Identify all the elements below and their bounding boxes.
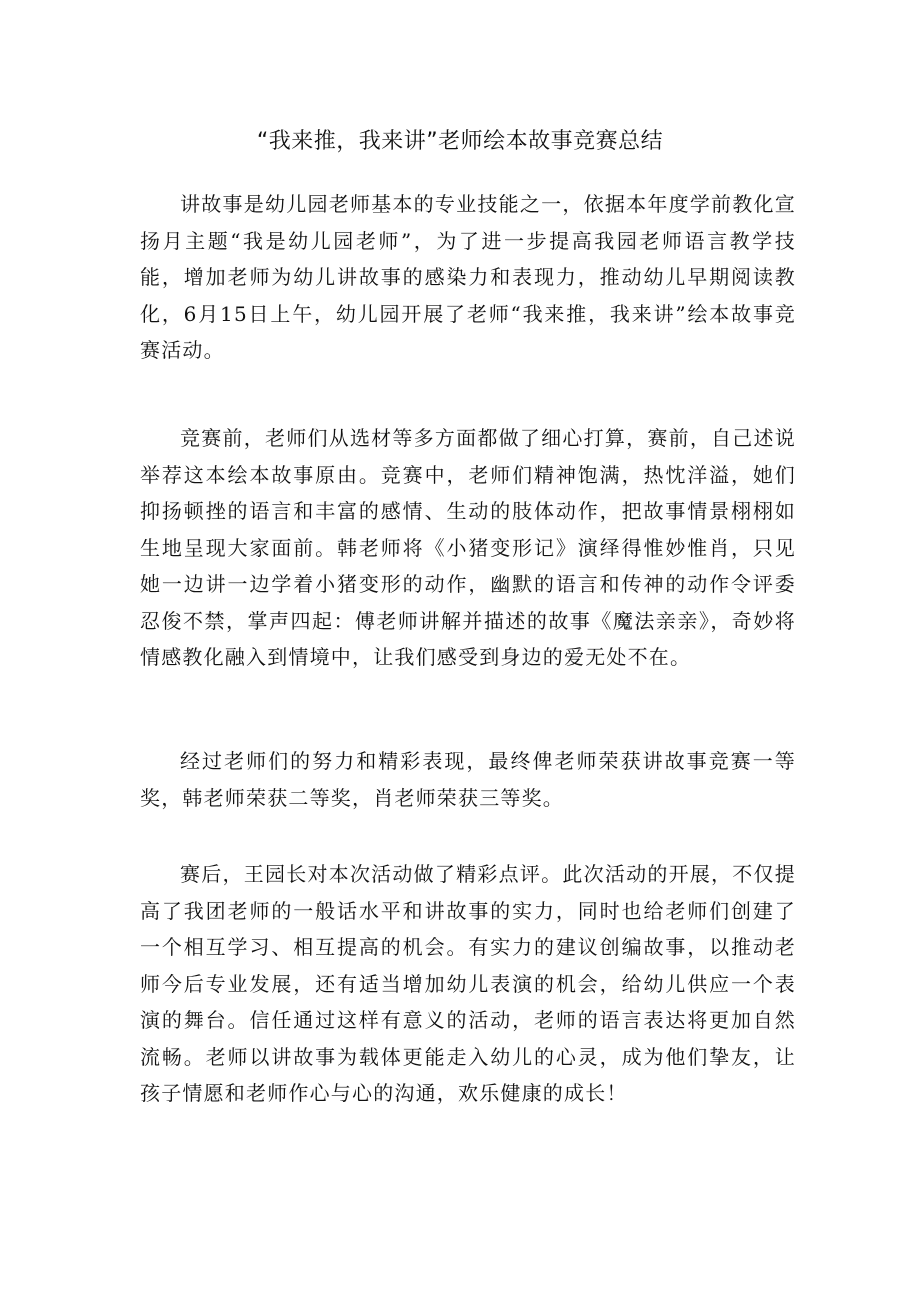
paragraph-review: 赛后，王园长对本次活动做了精彩点评。此次活动的开展，不仅提高了我团老师的一般话水平和讲故事的实力，同时也给老师们创建了一个相互学习、相互提高的机会。有实力的建议创编故事，以推动老师今后专业发展，还有适当增加幼儿表演的机会，给幼儿供应一个表演的舞台。信任通过这样有意义的活动，老师的语言表达将更加自然流畅。老师以讲故事为载体更能走入幼儿的心灵，成为他们挚友，让孩子情愿和老师作心与心的沟通，欢乐健康的成长！ [140,862,796,1105]
paragraph-intro: 讲故事是幼儿园老师基本的专业技能之一，依据本年度学前教化宣扬月主题“我是幼儿园老师”，为了进一步提高我园老师语言教学技能，增加老师为幼儿讲故事的感染力和表现力，推动幼儿早期阅读教化，6月15日上午，幼儿园开展了老师“我来推，我来讲”绘本故事竞赛活动。 [140,192,796,362]
paragraph-competition: 竞赛前，老师们从选材等多方面都做了细心打算，赛前，自己述说举荐这本绘本故事原由。竞赛中，老师们精神饱满，热忱洋溢，她们抑扬顿挫的语言和丰富的感情、生动的肢体动作，把故事情景栩栩如生地呈现大家面前。韩老师将《小猪变形记》演绎得惟妙惟肖，只见她一边讲一边学着小猪变形的动作，幽默的语言和传神的动作令评委忍俊不禁，掌声四起：傅老师讲解并描述的故事《魔法亲亲》，奇妙将情感教化融入到情境中，让我们感受到身边的爱无处不在。 [140,426,796,669]
document-title: “我来推，我来讲”老师绘本故事竞赛总结 [256,129,664,154]
paragraph-awards: 经过老师们的努力和精彩表现，最终俾老师荣获讲故事竞赛一等奖，韩老师荣获二等奖，肖老师荣获三等奖。 [140,749,796,810]
